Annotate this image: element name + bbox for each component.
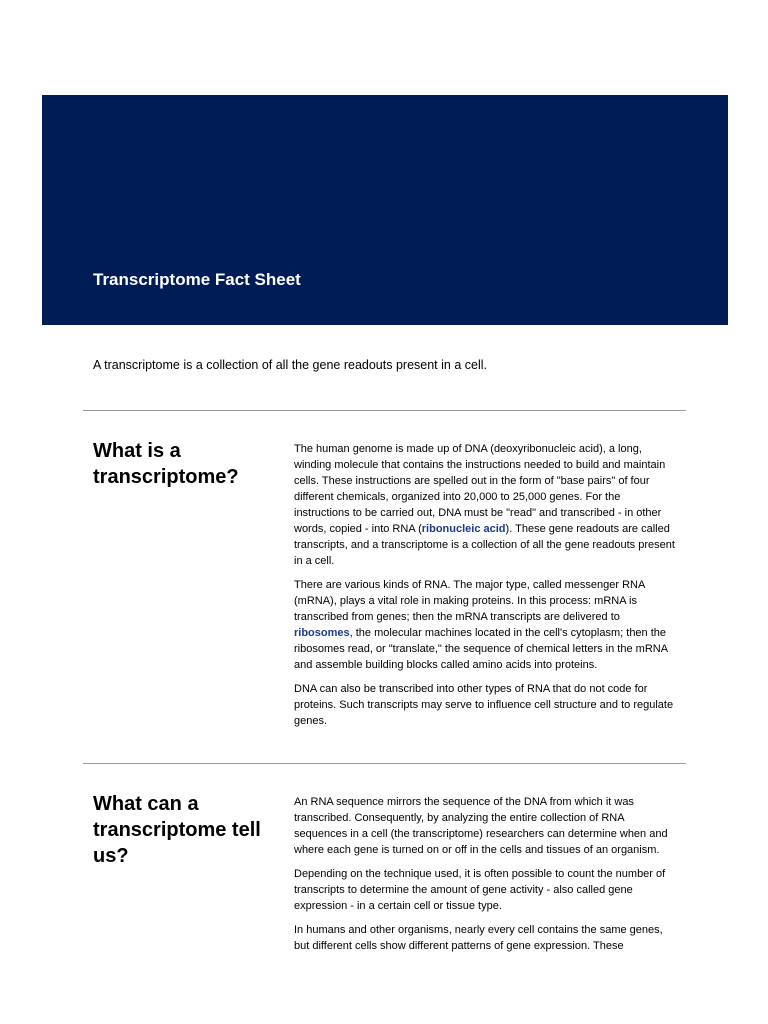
paragraph-text: The human genome is made up of DNA (deoxyribonucleic acid), a long, winding molecule that contains the instructions needed to build and maintain cells. These instructions are spelled out in the form of "base pairs" of four different chemicals, organized into 20,000 to 25,000 genes. For the instructions to be carried out, DNA must be "read" and transcribed - in other words, copied - into RNA ( [294,443,666,535]
header-banner [42,95,728,325]
intro-text: A transcriptome is a collection of all the gene readouts present in a cell. [93,358,487,372]
paragraph: In humans and other organisms, nearly every cell contains the same genes, but different cells show different patterns of gene expression. These [294,924,663,952]
paragraph: Depending on the technique used, it is often possible to count the number of transcripts to determine the amount of gene activity - also called gene expression - in a certain cell or tissue type. [294,868,666,912]
paragraph-text: There are various kinds of RNA. The major type, called messenger RNA (mRNA), plays a vital role in making proteins. In this process: mRNA is transcribed from genes; then the mRNA transcripts are delivered to [294,579,645,623]
section-heading-what-can: What can a transcriptome tell us? [93,793,261,867]
ribonucleic-acid-link[interactable]: ribonucleic acid [421,523,506,535]
paragraph-text: ). These gene readouts are called transcripts, and a transcriptome is a collection of all the gene readouts present in a cell. [294,523,675,567]
section-heading-what-is: What is a transcriptome? [93,440,239,488]
paragraph-text: , the molecular machines located in the cell's cytoplasm; then the ribosomes read, or "translate," the sequence of chemical letters in the mRNA and assemble building blocks called amino acids into proteins. [294,627,668,671]
paragraph [294,577,679,673]
section-body-what-can [294,794,679,962]
paragraph: DNA can also be transcribed into other types of RNA that do not code for proteins. Such transcripts may serve to influence cell structure and to regulate genes. [294,683,674,727]
page-title: Transcriptome Fact Sheet [93,270,301,289]
paragraph [294,441,679,569]
section-divider [83,763,686,764]
ribosomes-link[interactable]: ribosomes [294,627,350,639]
section-divider [83,410,686,411]
section-body-what-is [294,441,679,737]
paragraph: An RNA sequence mirrors the sequence of the DNA from which it was transcribed. Consequently, by analyzing the entire collection of RNA sequences in a cell (the transcriptome) researchers can determine when and where each gene is turned on or off in the cells and tissues of an organism. [294,796,668,856]
